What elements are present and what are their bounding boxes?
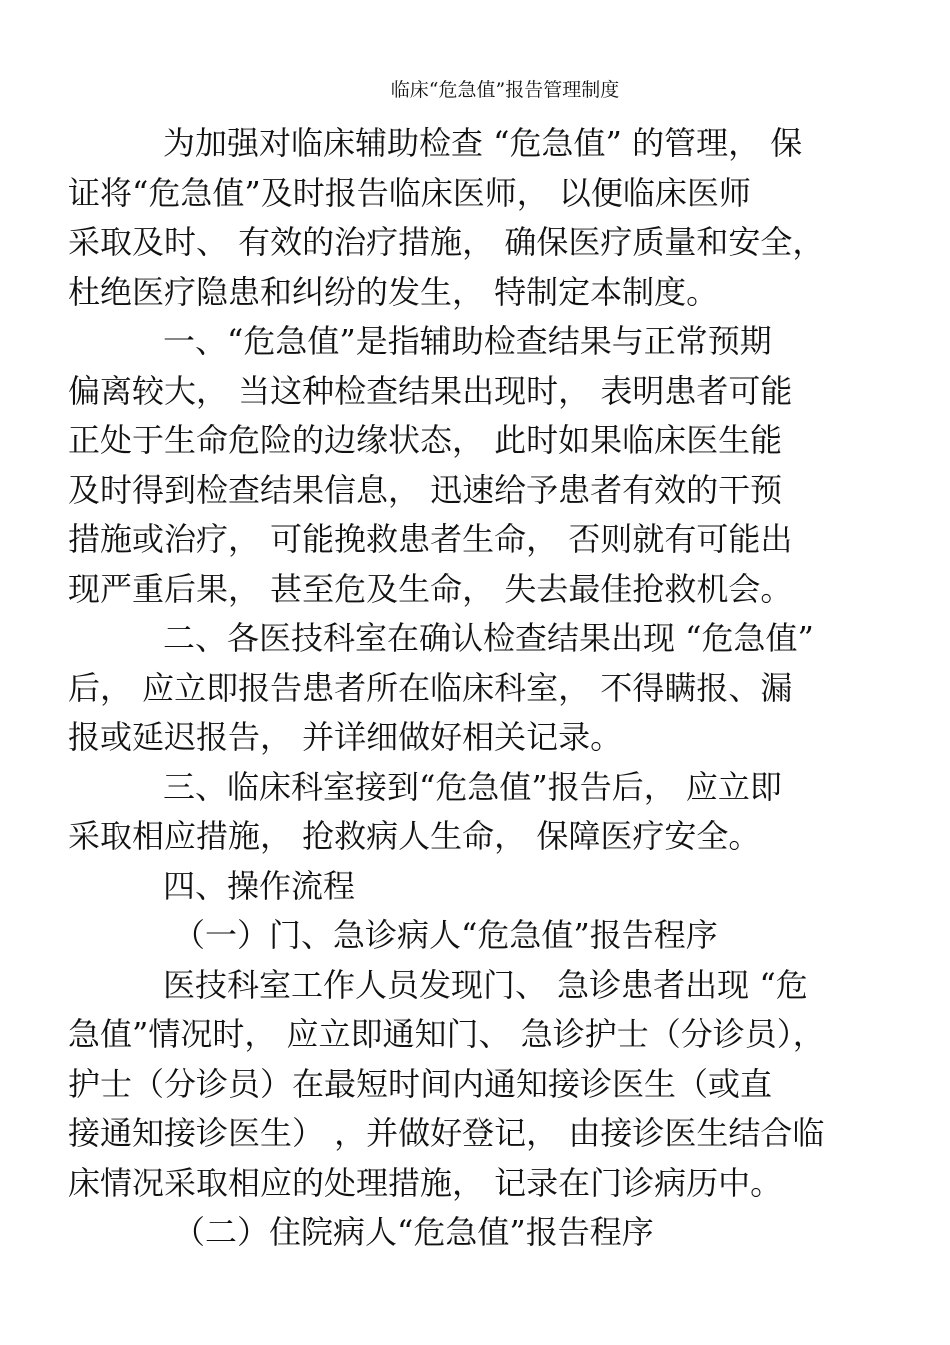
paragraph-line: 现严重后果， 甚至危及生命， 失去最佳抢救机会。 (68, 569, 793, 608)
paragraph-line: 及时得到检查结果信息， 迅速给予患者有效的干预 (68, 470, 783, 509)
paragraph-line: 后， 应立即报告患者所在临床科室， 不得瞒报、漏 (68, 668, 793, 707)
document-title: 临床“危急值”报告管理制度 (390, 79, 620, 101)
paragraph-line: 措施或治疗， 可能挽救患者生命， 否则就有可能出 (68, 520, 793, 558)
paragraph-line: 三、临床科室接到“危急值”报告后， 应立即 (163, 767, 782, 806)
section-heading: 四、操作流程 (163, 866, 356, 905)
paragraph-line: 护士（分诊员）在最短时间内通知接诊医生（或直 (68, 1064, 773, 1103)
paragraph-line: 床情况采取相应的处理措施， 记录在门诊病历中。 (68, 1163, 783, 1202)
paragraph-line: 二、各医技科室在确认检查结果出现 “危急值” (163, 619, 814, 657)
paragraph-line: 报或延迟报告， 并详细做好相关记录。 (68, 718, 623, 756)
paragraph-line: 采取相应措施， 抢救病人生命， 保障医疗安全。 (68, 817, 761, 855)
paragraph-line: 正处于生命危险的边缘状态， 此时如果临床医生能 (68, 421, 783, 459)
paragraph-line: 急值”情况时， 应立即通知门、 急诊护士（分诊员）， (68, 1015, 825, 1053)
paragraph-line: 偏离较大， 当这种检查结果出现时， 表明患者可能 (68, 371, 793, 410)
paragraph-line: 一、“危急值”是指辅助检查结果与正常预期 (163, 322, 772, 360)
paragraph-line: 采取及时、 有效的治疗措施， 确保医疗质量和安全， (68, 223, 825, 261)
paragraph-line: 杜绝医疗隐患和纠纷的发生， 特制定本制度。 (68, 272, 719, 311)
paragraph-line: 接通知接诊医生） ，并做好登记， 由接诊医生结合临 (68, 1114, 825, 1152)
document-body (68, 119, 888, 1258)
subsection-heading: （二）住院病人“危急值”报告程序 (173, 1213, 654, 1251)
paragraph-line: 为加强对临床辅助检查 “危急值” 的管理， 保 (163, 124, 803, 162)
paragraph-line: 证将“危急值”及时报告临床医师， 以便临床医师 (68, 173, 751, 212)
subsection-heading: （一）门、急诊病人“危急值”报告程序 (173, 916, 718, 954)
paragraph-line: 医技科室工作人员发现门、 急诊患者出现 “危 (163, 965, 808, 1004)
